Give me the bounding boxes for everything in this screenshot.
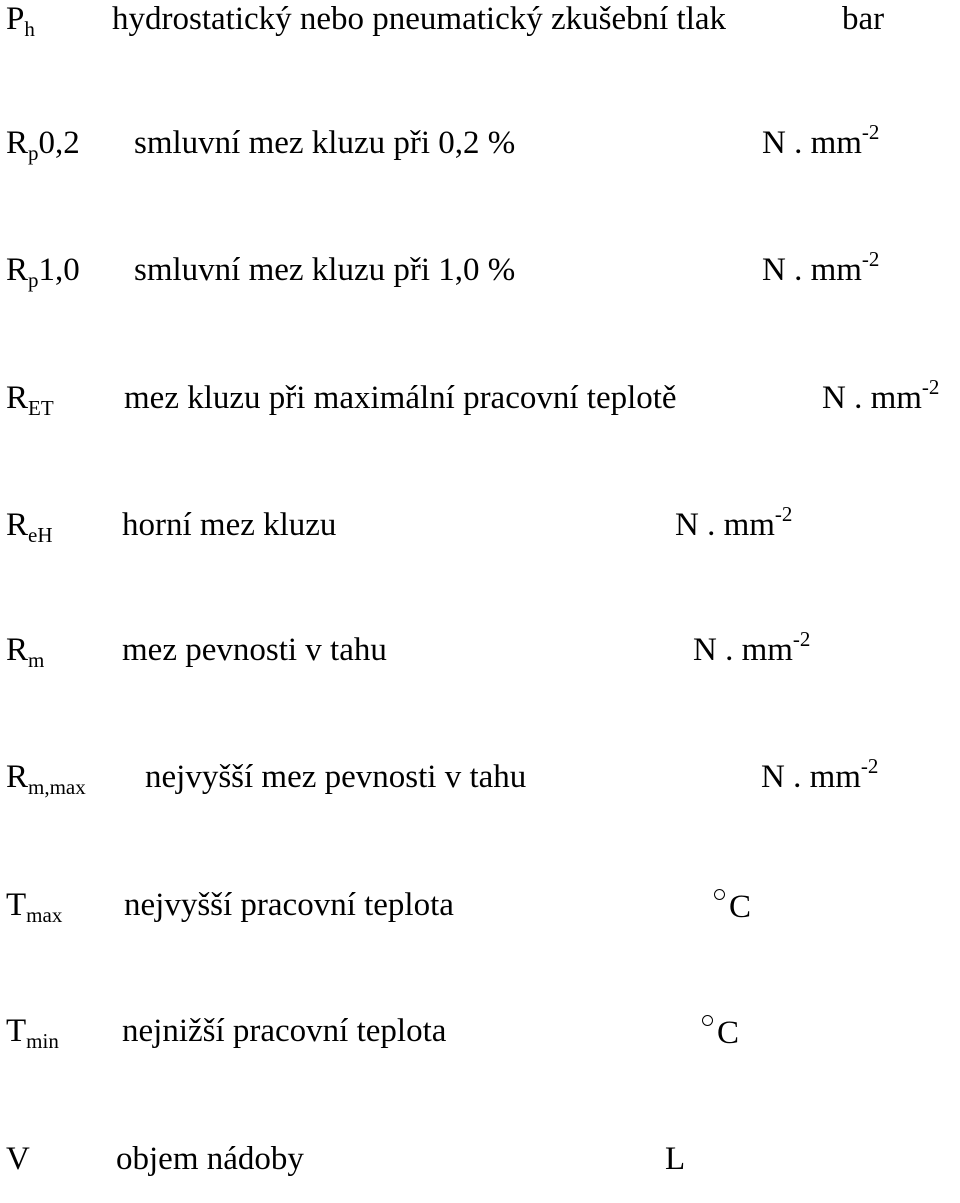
symbol: V [6,1141,30,1177]
list-item [0,375,960,442]
list-item [0,627,960,694]
unit: N . $mm^{-2}$ [762,247,880,288]
description: smluvní mez kluzu při 0,2 % [134,125,516,161]
symbol: $T_{min}$ [6,1013,59,1053]
description: smluvní mez kluzu při 1,0 % [134,252,516,288]
unit: C [714,889,751,924]
description: hydrostatický nebo pneumatický zkušební tlak [112,1,727,37]
list-item [0,754,960,821]
symbol: $R_{m,max}$ [6,759,86,799]
symbol: $R_p0,2$ [6,125,80,165]
symbol: $R_{eH}$ [6,507,53,547]
unit: N . $mm^{-2}$ [675,502,793,543]
unit: N . $mm^{-2}$ [761,754,879,795]
description: mez kluzu při maximální pracovní teplotě [124,380,677,416]
unit: L [665,1141,686,1177]
unit: C [702,1015,739,1050]
description: nejvyšší mez pevnosti v tahu [145,759,527,795]
degree-sign [714,889,725,900]
list-item [0,3,960,63]
unit: N . $mm^{-2}$ [693,627,811,668]
degree-sign [702,1015,713,1026]
list-item [0,247,960,314]
description: nejvyšší pracovní teplota [124,887,454,923]
symbol: $R_p1,0$ [6,252,80,292]
unit: bar [842,1,885,37]
symbol: $R_{ET}$ [6,380,54,420]
symbol: $T_{max}$ [6,887,63,927]
list-item [0,1143,960,1203]
unit: N . $mm^{-2}$ [762,120,880,161]
list-item [0,502,960,569]
unit: N . $mm^{-2}$ [822,375,940,416]
list-item [0,1015,960,1075]
description: objem nádoby [116,1141,304,1177]
list-item [0,120,960,187]
description: horní mez kluzu [122,507,337,543]
symbol: $R_m$ [6,632,45,672]
description: nejnižší pracovní teplota [122,1013,447,1049]
symbol: $P_h$ [6,1,35,41]
description: mez pevnosti v tahu [122,632,387,668]
list-item [0,889,960,949]
